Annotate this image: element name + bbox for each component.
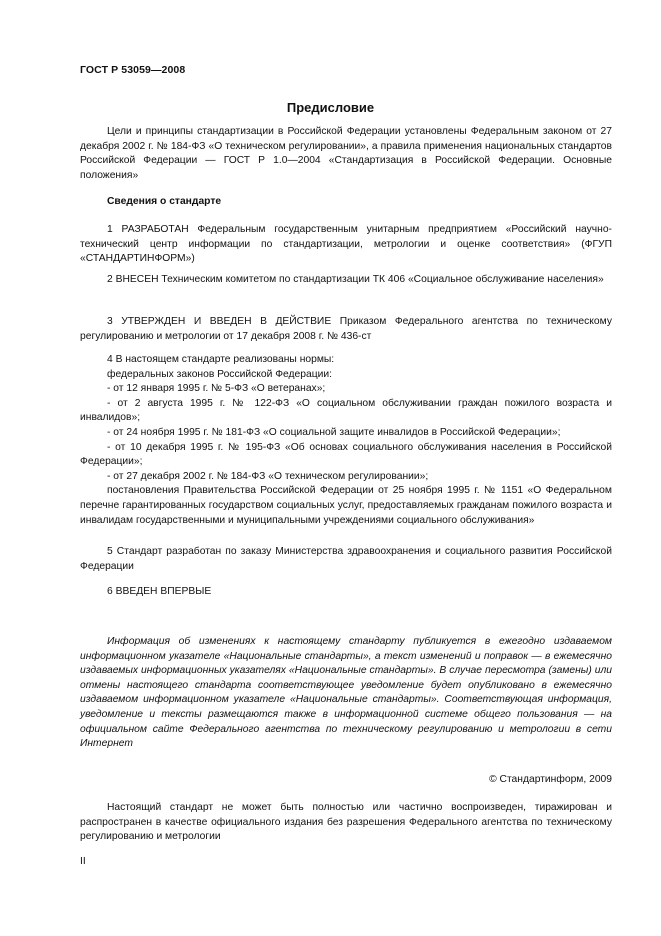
document-code-header: ГОСТ Р 53059—2008 [80,64,186,76]
item-3-paragraph: 3 УТВЕРЖДЕН И ВВЕДЕН В ДЕЙСТВИЕ Приказом Федерального агентства по техническому регулированию и метрологии от 17 декабря 2008 г. № 436-ст [80,316,612,342]
item-3-block [80,315,612,344]
law-list-item: - от 10 декабря 1995 г. № 195-ФЗ «Об основах социального обслуживания населения в Российской Федерации»; [80,441,612,468]
info-notice-block [80,635,612,752]
item-6-block [80,585,612,600]
government-decree-paragraph: постановления Правительства Российской Федерации от 25 ноября 1995 г. № 1151 «О Федеральном перечне гарантированных государством социальных услуг, предоставляемых гражданам пожилого возраста и инвалидам государственными и муниципальными учреждениями социального обслуживания» [80,485,612,526]
item-2-paragraph: 2 ВНЕСЕН Техническим комитетом по стандартизации ТК 406 «Социальное обслуживание населения» [107,274,604,285]
item-4-block [80,353,612,528]
law-list-item: - от 2 августа 1995 г. № 122-ФЗ «О социальном обслуживании граждан пожилого возраста и инвалидов»; [80,397,612,424]
item-2-block [80,273,612,288]
page-number: II [80,856,86,867]
item-5-block [80,545,612,574]
reproduction-notice-block [80,801,612,845]
law-list-item: - от 12 января 1995 г. № 5-ФЗ «О ветеранах»; [107,383,326,395]
item-4-lead: 4 В настоящем стандарте реализованы нормы: [107,354,335,365]
item-1-block [80,223,612,267]
item-1-paragraph: 1 РАЗРАБОТАН Федеральным государственным унитарным предприятием «Российский научно-технический центр информации по стандартизации, метрологии и оценке соответствия» (ФГУП «СТАНДАРТИНФОРМ») [80,224,612,265]
reproduction-notice-paragraph: Настоящий стандарт не может быть полностью или частично воспроизведен, тиражирован и распространен в качестве официального издания без разрешения Федерального агентства по техническому регулированию и метрологии [80,802,612,843]
info-notice-paragraph: Информация об изменениях к настоящему стандарту публикуется в ежегодно издаваемом информационном указателе «Национальные стандарты», а текст изменений и поправок — в ежемесячно издаваемых информационных указателях «Национальные стандарты». В случае пересмотра (замены) или отмены настоящего стандарта соответствующее уведомление будет опубликовано в ежемесячно издаваемом информационном указателе «Национальные стандарты». Соответствующая информация, уведомление и тексты размещаются также в информационной системе общего пользования — на официальном сайте Федерального агентства по техническому регулированию и метрологии в сети Интернет [80,636,612,750]
intro-block [80,125,612,183]
federal-laws-heading: федеральных законов Российской Федерации: [107,368,332,380]
law-list-item: - от 24 ноября 1995 г. № 181-ФЗ «О социальной защите инвалидов в Российской Федерации»; [107,426,561,438]
item-6-paragraph: 6 ВВЕДЕН ВПЕРВЫЕ [107,586,212,597]
law-list-item: - от 27 декабря 2002 г. № 184-ФЗ «О техническом регулировании»; [107,470,429,482]
intro-paragraph: Цели и принципы стандартизации в Российской Федерации установлены Федеральным законом от 27 декабря 2002 г. № 184-ФЗ «О техническом регулировании», а правила применения национальных стандартов Российской Федерации — ГОСТ Р 1.0—2004 «Стандартизация в Российской Федерации. Основные положения» [80,126,612,181]
about-standard-heading: Сведения о стандарте [107,196,222,207]
copyright-line: © Стандартинформ, 2009 [489,774,612,785]
item-5-paragraph: 5 Стандарт разработан по заказу Министерства здравоохранения и социального развития Российской Федерации [80,546,612,572]
page-title: Предисловие [286,100,375,115]
